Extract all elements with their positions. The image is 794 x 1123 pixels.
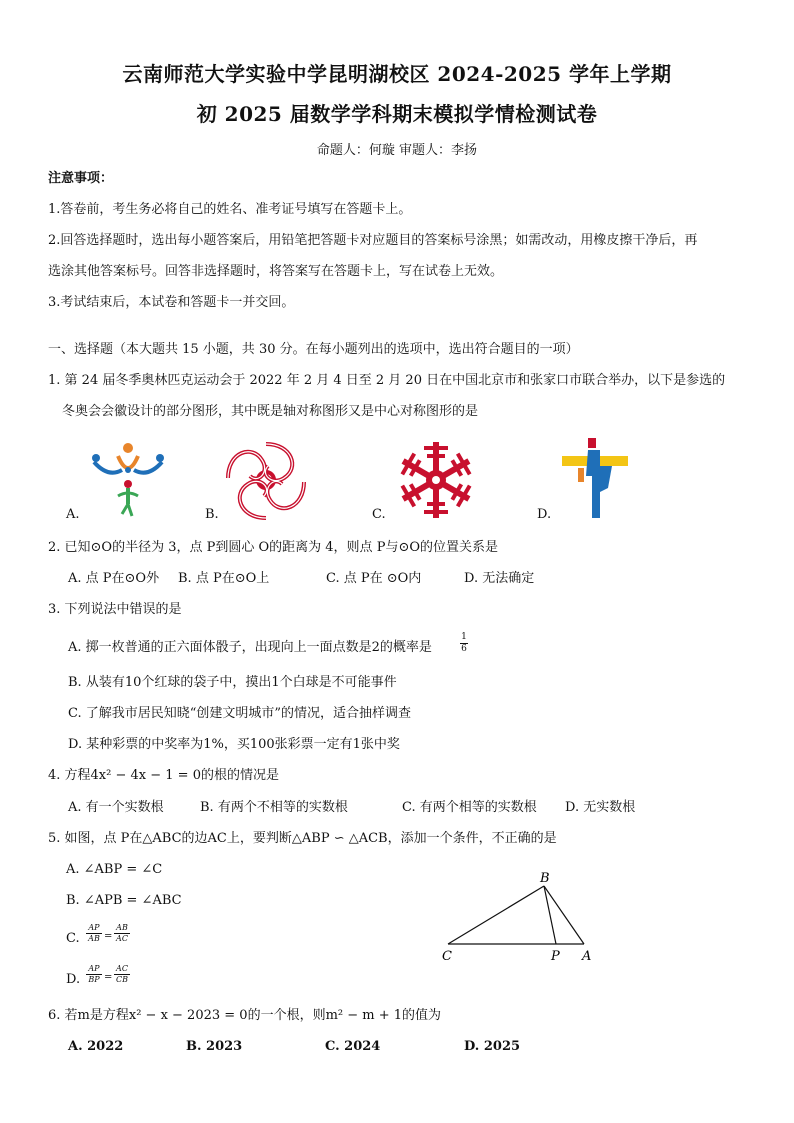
q5-stem: 5. 如图，点 P在△ABC的边AC上，要判断△ABP ∽ △ACB，添加一个条件，不正确的是 xyxy=(48,831,557,846)
notice-item-3: 3.考试结束后，本试卷和答题卡一并交回。 xyxy=(48,295,295,310)
side-cb xyxy=(448,886,544,944)
q6-option-c: C. 2024 xyxy=(325,1039,381,1054)
q5-option-a: A. ∠ABP = ∠C xyxy=(66,862,163,877)
q4-option-c: C. 有两个相等的实数根 xyxy=(402,800,537,815)
q5-option-c-label: C. xyxy=(66,931,80,946)
q6-stem: 6. 若m是方程x² − x − 2023 = 0的一个根，则m² − m + 1的值为 xyxy=(48,1008,442,1023)
q2-option-a: A. 点 P在⊙O外 xyxy=(68,571,160,586)
fraction-denominator: BP xyxy=(88,975,100,984)
q5-d-left-fraction xyxy=(86,965,102,984)
vertex-label-a: A xyxy=(582,949,592,964)
fraction-numerator: 1 xyxy=(461,632,467,642)
notice-item-1: 1.答卷前，考生务必将自己的姓名、准考证号填写在答题卡上。 xyxy=(48,202,412,217)
fraction-numerator: AB xyxy=(116,923,128,932)
exam-title-line1: 云南师范大学实验中学昆明湖校区 2024-2025 学年上学期 xyxy=(122,62,672,86)
fraction-numerator: AC xyxy=(116,964,128,973)
fraction-denominator: AB xyxy=(88,934,100,943)
notice-heading: 注意事项： xyxy=(48,171,114,186)
q1-option-b: B. xyxy=(205,507,219,522)
q1-stem-line2: 冬奥会会徽设计的部分图形，其中既是轴对称图形又是中心对称图形的是 xyxy=(62,404,479,419)
fraction-numerator: AP xyxy=(88,964,100,973)
fraction-denominator: 6 xyxy=(461,644,467,654)
q4-option-a: A. 有一个实数根 xyxy=(68,800,164,815)
q6-option-a: A. 2022 xyxy=(68,1039,124,1054)
fraction-denominator: CB xyxy=(116,975,128,984)
exam-title-line2: 初 2025 届数学学科期末模拟学情检测试卷 xyxy=(196,102,598,126)
equals-sign: = xyxy=(104,931,113,942)
authors-line: 命题人：何璇 审题人：李扬 xyxy=(316,143,478,158)
q6-option-b: B. 2023 xyxy=(186,1039,243,1054)
vertex-label-c: C xyxy=(442,949,452,964)
q1-option-d: D. xyxy=(537,507,552,522)
fraction-numerator: AP xyxy=(88,923,100,932)
q2-option-d: D. 无法确定 xyxy=(464,571,535,586)
notice-item-2b: 选涂其他答案标号。回答非选择题时，将答案写在答题卡上，写在试卷上无效。 xyxy=(48,264,504,279)
q3-option-c: C. 了解我市居民知晓“创建文明城市”的情况，适合抽样调查 xyxy=(68,706,412,721)
section1-heading: 一、选择题（本大题共 15 小题，共 30 分。在每小题列出的选项中，选出符合题目的一项） xyxy=(48,342,579,357)
q1-option-c: C. xyxy=(372,507,386,522)
q2-stem: 2. 已知⊙O的半径为 3，点 P到圆心 O的距离为 4，则点 P与⊙O的位置关系是 xyxy=(48,540,498,555)
q3-stem: 3. 下列说法中错误的是 xyxy=(48,602,182,617)
q3-fraction xyxy=(460,633,468,654)
q5-d-right-fraction xyxy=(114,965,130,984)
q3-option-a: A. 掷一枚普通的正六面体骰子，出现向上一面点数是2的概率是 xyxy=(68,640,432,655)
q3-option-b: B. 从装有10个红球的袋子中，摸出1个白球是不可能事件 xyxy=(68,675,397,690)
notice-item-2a: 2.回答选择题时，选出每小题答案后，用铅笔把答题卡对应题目的答案标号涂黑；如需改动，用橡皮擦干净后，再 xyxy=(48,233,698,248)
snowflake-emblem-icon xyxy=(394,438,478,522)
fraction-denominator: AC xyxy=(116,934,128,943)
knot-emblem-icon xyxy=(222,438,310,522)
torch-emblem-icon xyxy=(558,436,632,520)
q3-option-d: D. 某种彩票的中奖率为1%，买100张彩票一定有1张中奖 xyxy=(68,737,400,752)
q5-option-b: B. ∠APB = ∠ABC xyxy=(66,893,182,908)
equals-sign: = xyxy=(104,972,113,983)
figure-emblem-icon xyxy=(88,440,168,518)
vertex-label-p: P xyxy=(551,949,560,964)
vertex-label-b: B xyxy=(540,871,550,886)
q1-option-a: A. xyxy=(66,507,80,522)
triangle-figure xyxy=(436,868,600,964)
q2-option-b: B. 点 P在⊙O上 xyxy=(178,571,270,586)
q5-c-left-fraction xyxy=(86,924,102,943)
q2-option-c: C. 点 P在 ⊙O内 xyxy=(326,571,422,586)
q6-option-d: D. 2025 xyxy=(464,1039,521,1054)
q4-stem: 4. 方程4x² − 4x − 1 = 0的根的情况是 xyxy=(48,768,279,783)
q4-option-d: D. 无实数根 xyxy=(565,800,636,815)
q4-option-b: B. 有两个不相等的实数根 xyxy=(200,800,348,815)
q5-option-d-label: D. xyxy=(66,972,81,987)
q5-c-right-fraction xyxy=(114,924,130,943)
q1-stem-line1: 1. 第 24 届冬季奥林匹克运动会于 2022 年 2 月 4 日至 2 月 20 日在中国北京市和张家口市联合举办，以下是参选的 xyxy=(48,373,726,388)
